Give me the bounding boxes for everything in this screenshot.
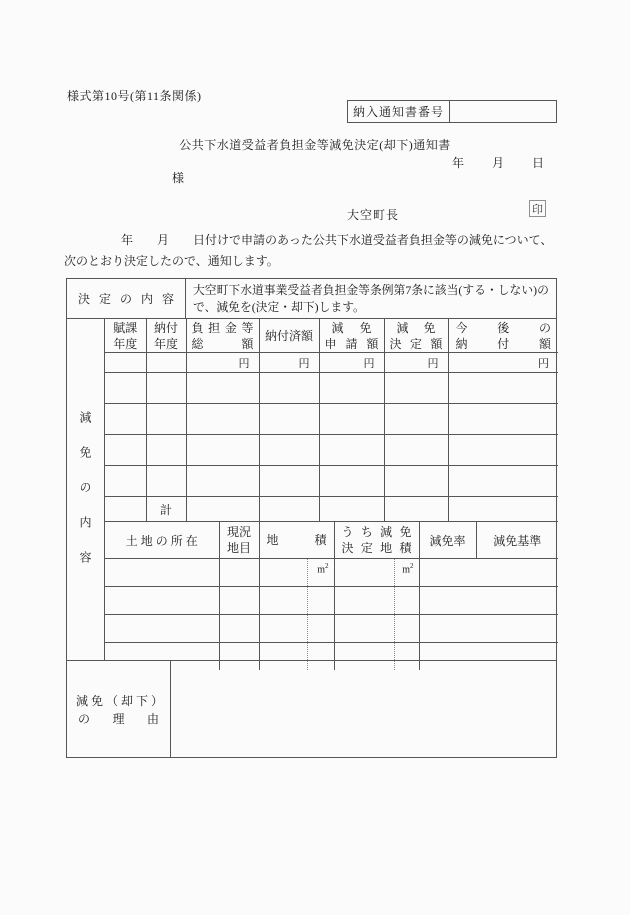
- header-fuka-nendo: 賦課 年度: [105, 319, 146, 353]
- header-futankinto-sogaku: 負 担 金 等 総 額: [186, 319, 259, 353]
- main-form-table: [66, 278, 557, 758]
- decision-text: 大空町下水道事業受益者負担金等条例第7条に該当(する・しない)ので、減免を(決定・却下)します。: [193, 283, 549, 314]
- form-number: 様式第10号(第11条関係): [67, 89, 202, 103]
- notice-number-value: [450, 101, 556, 122]
- unit-yen: 円: [448, 353, 558, 373]
- side-label-cell: [67, 319, 105, 660]
- header-tochi-shozai: 土 地 の 所 在: [105, 522, 219, 559]
- header-genkyo-chimoku: 現況 地目: [219, 522, 259, 559]
- header-chiseki: 地 積: [259, 522, 334, 559]
- notice-number-label: 納入通知書番号: [348, 101, 450, 122]
- area-unit-m2: $m^2$: [317, 562, 329, 576]
- land-header-row: [105, 522, 558, 559]
- dotted-divider: [394, 587, 395, 614]
- land-row: [105, 587, 558, 615]
- money-empty-row: [105, 466, 558, 497]
- dotted-divider: [307, 615, 308, 642]
- reason-label: 減免（却下） の 理 由: [67, 661, 171, 757]
- header-kongo-nofu-gaku: 今 後 の 納 付 額: [448, 319, 558, 353]
- addressee-honorific: 様: [172, 171, 185, 185]
- dotted-divider: [394, 559, 395, 586]
- land-row: [105, 615, 558, 643]
- decision-row: [67, 279, 556, 319]
- reduction-tables: [105, 319, 556, 660]
- seal-mark: 印: [532, 203, 543, 216]
- money-table: [105, 319, 558, 522]
- seal-box: [529, 200, 546, 217]
- reduction-content-section: [67, 319, 556, 661]
- date-line: [452, 154, 544, 171]
- day-label: 日: [531, 156, 544, 170]
- month-label: 月: [491, 156, 504, 170]
- header-nofuzumi-gaku: 納付済額: [259, 319, 319, 353]
- body-paragraph: [64, 230, 562, 272]
- dotted-divider: [307, 643, 308, 670]
- total-label: 計: [146, 497, 186, 522]
- money-empty-row: [105, 404, 558, 435]
- side-label-reduction-content: 減免の内容: [78, 411, 92, 586]
- unit-row: [105, 353, 558, 373]
- header-genmen-ritsu: 減免率: [419, 522, 476, 559]
- header-genmen-kettei-gaku: 減 免 決 定 額: [384, 319, 448, 353]
- unit-yen: 円: [186, 353, 259, 373]
- unit-yen: 円: [259, 353, 319, 373]
- year-label: 年: [452, 156, 465, 170]
- money-empty-row: [105, 373, 558, 404]
- decision-label: 決定の内容: [67, 279, 186, 318]
- mayor-title: 大空町長: [347, 208, 400, 222]
- total-row: [105, 497, 558, 522]
- money-empty-row: [105, 435, 558, 466]
- dotted-divider: [307, 559, 308, 586]
- land-table: [105, 522, 558, 670]
- reason-value: [171, 661, 556, 757]
- document-title: 公共下水道受益者負担金等減免決定(却下)通知書: [179, 138, 451, 152]
- dotted-divider: [394, 615, 395, 642]
- body-line-2: 次のとおり決定したので、通知します。: [64, 254, 279, 268]
- money-header-row: [105, 319, 558, 353]
- header-nofu-nendo: 納付 年度: [146, 319, 186, 353]
- body-line-1: 年 月 日付けで申請のあった公共下水道受益者負担金等の減免について、: [121, 233, 553, 247]
- header-genmen-shinsei-gaku: 減 免 申 請 額: [319, 319, 384, 353]
- unit-yen: 円: [384, 353, 448, 373]
- land-row: [105, 559, 558, 587]
- header-uchi-genmen-kettei-chiseki: う ち 減 免 決 定 地 積: [334, 522, 419, 559]
- dotted-divider: [394, 643, 395, 670]
- header-genmen-kijun: 減免基準: [476, 522, 558, 559]
- reason-row: [67, 661, 556, 757]
- unit-yen: 円: [319, 353, 384, 373]
- area-unit-m2: $m^2$: [402, 562, 414, 576]
- dotted-divider: [307, 587, 308, 614]
- notice-number-box: [347, 100, 557, 123]
